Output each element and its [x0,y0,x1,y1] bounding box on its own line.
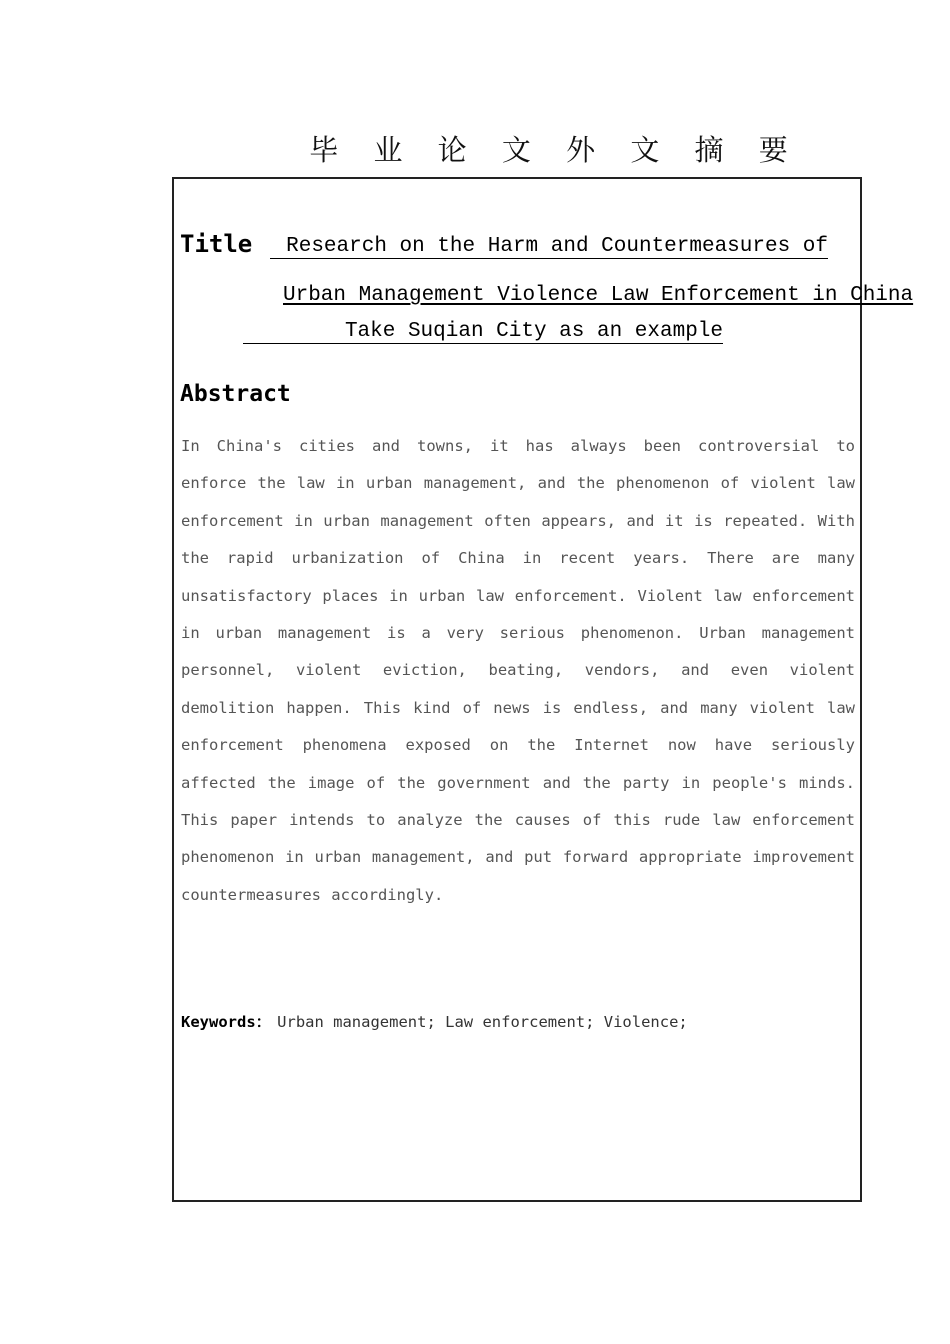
title-label: Title [180,230,253,258]
keywords-label: Keywords： [181,1013,272,1031]
keywords-line [181,1010,855,1032]
title-line-3: Take Suqian City as an example [243,321,723,344]
title-line-2: Urban Management Violence Law Enforcement in China [283,284,914,307]
page-heading: 毕 业 论 文 外 文 摘 要 [309,133,801,167]
keywords-value: Urban management; Law enforcement; Violence; [277,1013,688,1031]
abstract-text: In China's cities and towns, it has always been controversial to enforce the law in urban management, and the phenomenon of violent law enforcement in urban management often appears, and it is repeated. With the rapid urbanization of China in recent years. There are many unsatisfactory places in urban law enforcement. Violent law enforcement in urban management is a very serious phenomenon. Urban management personnel, violent eviction, beating, vendors, and even violent demolition happen. This kind of news is endless, and many violent law enforcement phenomena exposed on the Internet now have seriously affected the image of the government and the party in people's minds. This paper intends to analyze the causes of this rude law enforcement phenomenon in urban management, and put forward appropriate improvement countermeasures accordingly. [181,437,855,904]
abstract-label: Abstract [180,381,291,407]
title-line-1: Research on the Harm and Countermeasures of [270,236,828,259]
